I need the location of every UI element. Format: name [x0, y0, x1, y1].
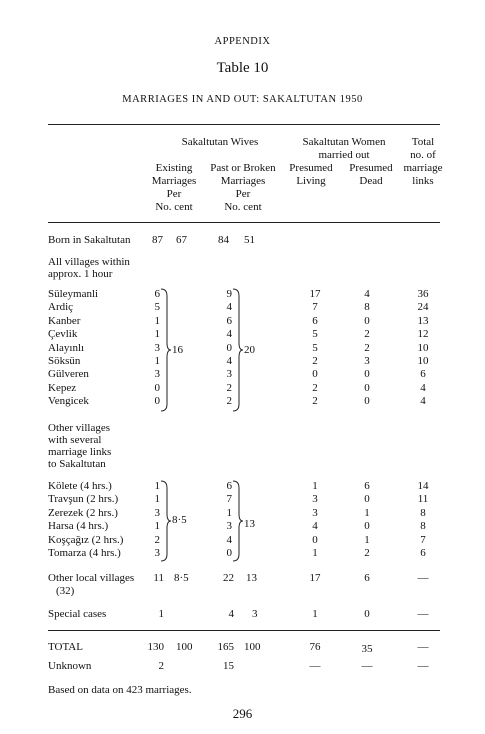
- group1-row-tot: 4: [420, 381, 426, 394]
- group1-row-tot: 10: [417, 355, 429, 367]
- other-local-ex-pc: 8·5: [174, 572, 189, 584]
- group2-row-liv: 1: [312, 547, 318, 559]
- col-past-4: No. cent: [224, 201, 262, 213]
- group1-row-ex: 1: [154, 328, 160, 341]
- special-ex-no: 1: [158, 608, 164, 620]
- group1-row-ex: 0: [154, 395, 160, 408]
- group1-row-name: Alayınlı: [48, 341, 85, 354]
- group1-row-dead: 2: [364, 328, 370, 341]
- group2-row-liv: 3: [312, 493, 318, 506]
- group1-row-tot: 10: [417, 341, 429, 354]
- group2-row-liv: 4: [312, 520, 318, 533]
- total-tot: —: [417, 641, 429, 653]
- other-local-ex-no: 11: [153, 572, 164, 584]
- group1-row-pb: 4: [226, 328, 232, 341]
- born-label: Born in Sakaltutan: [48, 234, 131, 246]
- group2-row-dead: 0: [364, 520, 370, 533]
- group1-row-name: Çevlik: [48, 328, 78, 341]
- group1-row-liv: 2: [312, 355, 318, 367]
- group2-row-dead: 2: [364, 547, 370, 559]
- group1-row-dead: 2: [364, 341, 370, 354]
- other-local-tot: —: [417, 572, 429, 584]
- group1-ex-pc: 16: [172, 344, 183, 356]
- group2-row-name: Travşun (2 hrs.): [48, 493, 119, 506]
- group1-row-name: Ardiç: [48, 301, 74, 314]
- group1-label-2: approx. 1 hour: [48, 268, 113, 280]
- group2-row-pb: 1: [226, 506, 232, 519]
- born-ex-no: 87: [152, 234, 163, 246]
- total-dead: 35: [361, 643, 373, 655]
- group2-row-dead: 1: [364, 506, 370, 519]
- col-past-3: Per: [235, 188, 251, 200]
- total-pb-pc: 100: [244, 641, 261, 653]
- born-ex-pc: 67: [176, 234, 187, 246]
- group2-row-dead: 0: [364, 493, 370, 506]
- group2-label-4: to Sakaltutan: [48, 458, 106, 470]
- col-existing-1: Existing: [155, 162, 193, 174]
- total-rule: [48, 630, 440, 631]
- group1-row-liv: 2: [312, 381, 318, 394]
- col-past-2: Marriages: [220, 175, 266, 187]
- group2-row-liv: 3: [312, 506, 318, 519]
- group1-row-name: Süleymanli: [48, 288, 99, 300]
- group2-row-dead: 6: [364, 480, 370, 492]
- group1-row-name: Gülveren: [48, 368, 89, 381]
- group2-row-name: Zerezek (2 hrs.): [48, 506, 118, 519]
- group2-row-ex: 3: [154, 547, 160, 559]
- group1-row-liv: 0: [312, 368, 318, 381]
- group2-row-pb: 3: [226, 520, 232, 533]
- group2-row-ex: 1: [154, 480, 160, 492]
- group1-row-tot: 12: [417, 328, 429, 341]
- group2-label-1: Other villages: [48, 422, 111, 434]
- group2-row-tot: 7: [420, 533, 426, 546]
- col-total-4: links: [412, 175, 434, 187]
- group2-row-ex: 2: [154, 533, 160, 546]
- col-existing-4: No. cent: [155, 201, 193, 213]
- special-tot: —: [417, 608, 429, 620]
- other-local-pb-pc: 13: [246, 572, 257, 584]
- group2-row-pb: 4: [226, 533, 232, 546]
- table-title: MARRIAGES IN AND OUT: SAKALTUTAN 1950: [122, 94, 363, 105]
- total-ex-pc: 100: [176, 641, 193, 653]
- group1-row-ex: 1: [154, 314, 160, 327]
- col-living-2: Living: [296, 175, 326, 187]
- special-label: Special cases: [48, 608, 107, 620]
- group1-row-name: Kanber: [48, 314, 81, 327]
- group1-row-tot: 4: [420, 395, 426, 408]
- unknown-label: Unknown: [48, 660, 92, 672]
- group2-row-name: Tomarza (4 hrs.): [48, 547, 121, 559]
- group1-row-name: Vengicek: [48, 395, 89, 408]
- group1-row-tot: 36: [417, 288, 429, 300]
- group2-ex-pc: 8·5: [172, 514, 187, 526]
- group1-row-tot: 24: [417, 301, 429, 314]
- group1-row-dead: 0: [364, 395, 370, 408]
- group1-row-pb: 4: [226, 301, 232, 314]
- group2-row-pb: 0: [226, 547, 232, 559]
- group1-row-ex: 1: [154, 355, 160, 367]
- group2-row-tot: 8: [420, 506, 426, 519]
- col-dead-1: Presumed: [349, 162, 393, 174]
- group2-row-liv: 0: [312, 533, 318, 546]
- group1-row-pb: 2: [226, 395, 232, 408]
- col-existing-3: Per: [166, 188, 182, 200]
- footnote: Based on data on 423 marriages.: [48, 684, 192, 696]
- group2-label-2: with several: [48, 434, 102, 446]
- group1-label-1: All villages within: [48, 256, 130, 268]
- unknown-pb-no: 15: [223, 660, 234, 672]
- group1-row-liv: 5: [312, 328, 318, 341]
- col-past-1: Past or Broken: [210, 162, 276, 174]
- group1-row-liv: 2: [312, 395, 318, 408]
- other-local-liv: 17: [309, 572, 321, 584]
- group2-row-pb: 6: [226, 480, 232, 492]
- born-pb-no: 84: [218, 234, 229, 246]
- col-living-1: Presumed: [289, 162, 333, 174]
- other-local-label: Other local villages: [48, 572, 135, 584]
- group2-pb-pc: 13: [244, 518, 255, 530]
- group2-row-ex: 1: [154, 493, 160, 506]
- group1-row-liv: 5: [312, 341, 318, 354]
- group2-row-name: Koşçağız (2 hrs.): [48, 533, 124, 546]
- group2-row-tot: 14: [417, 480, 429, 492]
- col-dead-2: Dead: [359, 175, 383, 187]
- group2-row-tot: 8: [420, 520, 426, 533]
- group2-row-ex: 3: [154, 506, 160, 519]
- special-liv: 1: [312, 608, 318, 620]
- group1-row-pb: 0: [226, 341, 232, 354]
- total-liv: 76: [309, 641, 321, 653]
- col-total-2: no. of: [410, 149, 436, 161]
- total-ex-no: 130: [147, 641, 164, 653]
- group2-row-tot: 11: [417, 493, 429, 506]
- group1-pb-brace: [232, 288, 244, 412]
- group1-row-dead: 8: [364, 301, 370, 314]
- group1-row-liv: 17: [309, 288, 321, 300]
- group1-row-name: Kepez: [48, 381, 77, 394]
- group1-row-ex: 5: [154, 301, 160, 314]
- group2-row-liv: 1: [312, 480, 318, 492]
- group1-row-tot: 6: [420, 368, 426, 381]
- group2-row-ex: 1: [154, 520, 160, 533]
- header-rule: [48, 222, 440, 223]
- group1-row-ex: 3: [154, 341, 160, 354]
- group1-row-pb: 2: [226, 381, 232, 394]
- page-number: 296: [232, 706, 253, 721]
- group1-row-pb: 9: [226, 288, 232, 300]
- group2-row-name: Harsa (4 hrs.): [48, 520, 109, 533]
- total-pb-no: 165: [217, 641, 234, 653]
- col-group-wives: Sakaltutan Wives: [181, 136, 259, 148]
- group2-row-pb: 7: [226, 493, 232, 506]
- group1-row-dead: 0: [364, 314, 370, 327]
- group2-row-name: Kölete (4 hrs.): [48, 480, 112, 492]
- group2-row-tot: 6: [420, 547, 426, 559]
- group2-row-dead: 1: [364, 533, 370, 546]
- col-group-women-1: Sakaltutan Women: [302, 136, 386, 148]
- col-total-3: marriage: [403, 162, 443, 174]
- group2-ex-brace: [160, 480, 172, 562]
- running-head: APPENDIX: [214, 36, 271, 47]
- table-number: Table 10: [216, 60, 269, 76]
- col-group-women-2: married out: [318, 149, 370, 161]
- special-pb-no: 4: [228, 608, 234, 620]
- unknown-dead: —: [361, 660, 373, 672]
- group1-row-liv: 6: [312, 314, 318, 327]
- group1-row-dead: 0: [364, 368, 370, 381]
- col-total-1: Total: [411, 136, 435, 148]
- group1-row-pb: 3: [226, 368, 232, 381]
- other-local-label-2: (32): [56, 585, 75, 597]
- group2-pb-brace: [232, 480, 244, 562]
- top-rule: [48, 124, 440, 125]
- unknown-ex-no: 2: [158, 660, 164, 672]
- group1-row-dead: 0: [364, 381, 370, 394]
- group1-row-ex: 3: [154, 368, 160, 381]
- group1-row-liv: 7: [312, 301, 318, 314]
- unknown-tot: —: [417, 660, 429, 672]
- group1-pb-pc: 20: [244, 344, 255, 356]
- group1-row-pb: 6: [226, 314, 232, 327]
- unknown-liv: —: [309, 660, 321, 672]
- other-local-pb-no: 22: [223, 572, 234, 584]
- group1-row-pb: 4: [226, 355, 232, 367]
- group1-row-name: Söksün: [48, 355, 81, 367]
- other-local-dead: 6: [364, 572, 370, 584]
- special-pb-pc: 3: [252, 608, 258, 620]
- group1-row-dead: 4: [364, 288, 370, 300]
- group1-row-dead: 3: [364, 355, 370, 367]
- group1-ex-brace: [160, 288, 172, 412]
- group2-label-3: marriage links: [48, 446, 112, 458]
- group1-row-ex: 0: [154, 381, 160, 394]
- group1-row-tot: 13: [417, 314, 429, 327]
- special-dead: 0: [364, 608, 370, 620]
- group1-row-ex: 6: [154, 288, 160, 300]
- col-existing-2: Marriages: [151, 175, 197, 187]
- total-label: TOTAL: [48, 641, 83, 653]
- born-pb-pc: 51: [244, 234, 255, 246]
